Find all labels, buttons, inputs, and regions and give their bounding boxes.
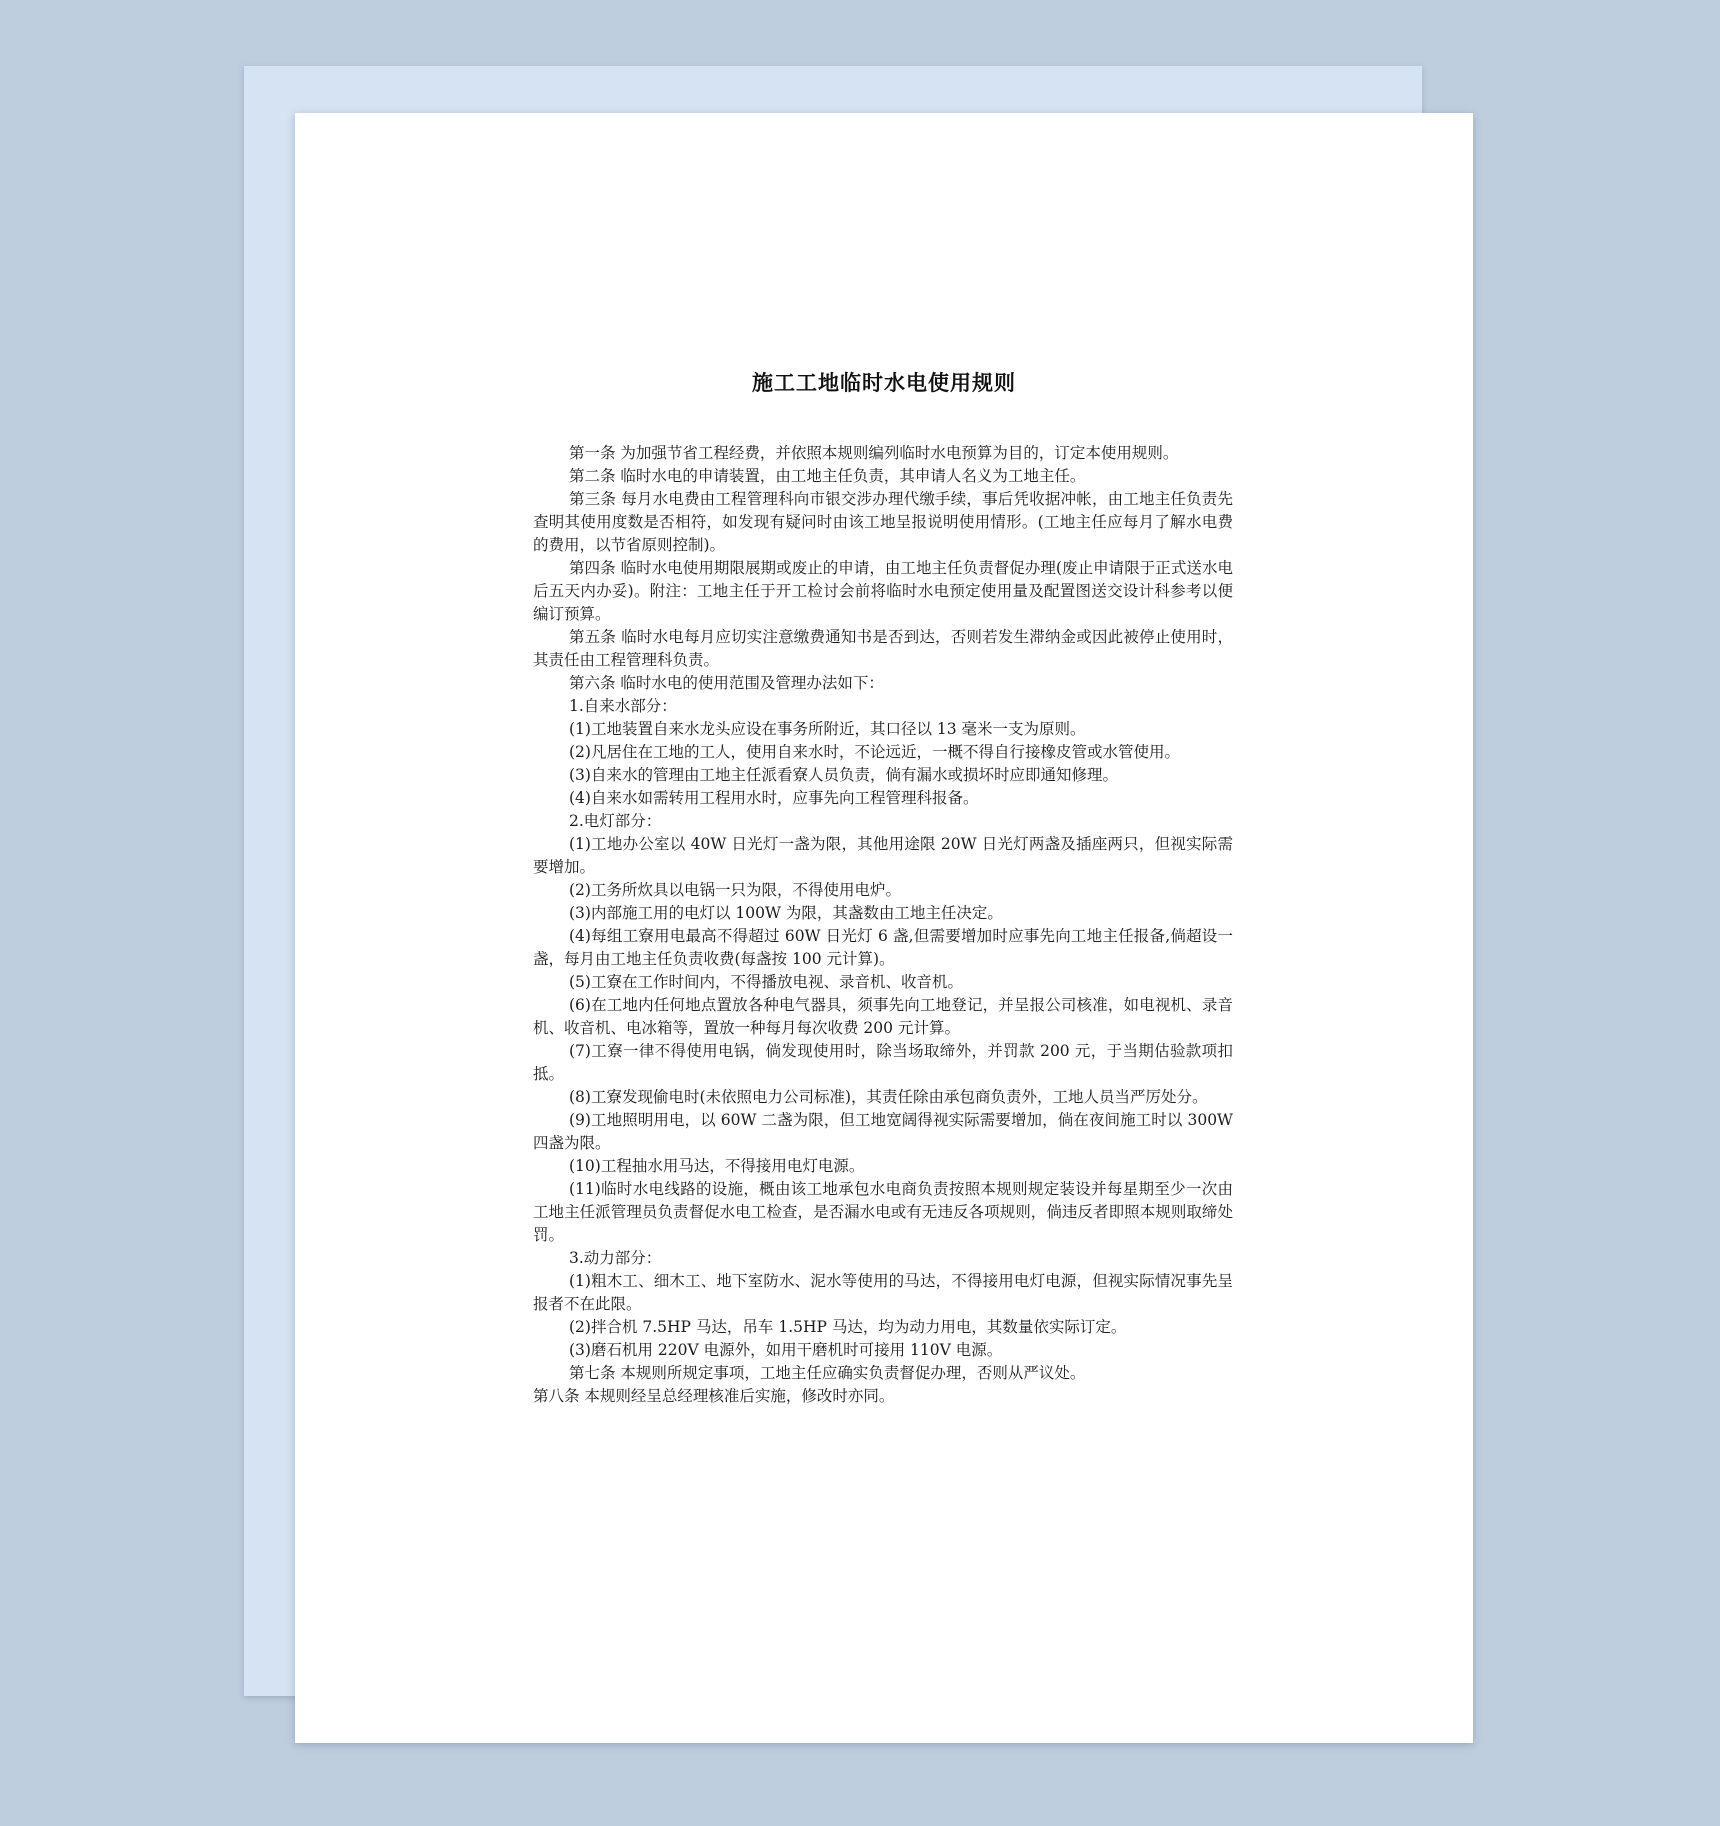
- paragraph-water-1: (1)工地装置自来水龙头应设在事务所附近，其口径以 13 毫米一支为原则。: [569, 720, 1086, 738]
- paragraph-lighting-4: (4)每组工寮用电最高不得超过 60W 日光灯 6 盏,但需要增加时应事先向工地主任报备,倘超设一盏，每月由工地主任负责收费(每盏按 100 元计算)。: [533, 927, 1233, 968]
- document-body: [533, 442, 1233, 1408]
- paragraph-water-2: (2)凡居住在工地的工人，使用自来水时，不论远近，一概不得自行接橡皮管或水管使用。: [569, 743, 1180, 761]
- paragraph-water-4: (4)自来水如需转用工程用水时，应事先向工程管理科报备。: [569, 789, 979, 807]
- paragraph-article-4: 第四条 临时水电使用期限展期或废止的申请，由工地主任负责督促办理(废止申请限于正式送水电后五天内办妥)。附注：工地主任于开工检讨会前将临时水电预定使用量及配置图送交设计科参考以便编订预算。: [533, 559, 1233, 623]
- paragraph-lighting-6: (6)在工地内任何地点置放各种电气器具，须事先向工地登记，并呈报公司核准，如电视机、录音机、收音机、电冰箱等，置放一种每月每次收费 200 元计算。: [533, 996, 1233, 1037]
- paragraph-lighting-5: (5)工寮在工作时间内，不得播放电视、录音机、收音机。: [569, 973, 963, 991]
- paragraph-article-5: 第五条 临时水电每月应切实注意缴费通知书是否到达，否则若发生滞纳金或因此被停止使用时，其责任由工程管理科负责。: [533, 628, 1233, 669]
- paragraph-power-3: (3)磨石机用 220V 电源外，如用干磨机时可接用 110V 电源。: [569, 1341, 1003, 1359]
- paragraph-article-7: 第七条 本规则所规定事项，工地主任应确实负责督促办理，否则从严议处。: [569, 1364, 1086, 1382]
- document-title: 施工工地临时水电使用规则: [752, 370, 1016, 395]
- paragraph-section-water: 1.自来水部分：: [569, 697, 677, 715]
- document-page: [295, 113, 1473, 1743]
- paragraph-lighting-1: (1)工地办公室以 40W 日光灯一盏为限，其他用途限 20W 日光灯两盏及插座两只，但视实际需要增加。: [533, 835, 1233, 876]
- paragraph-lighting-7: (7)工寮一律不得使用电锅，倘发现使用时，除当场取缔外，并罚款 200 元，于当期估验款项扣抵。: [533, 1042, 1233, 1083]
- paragraph-lighting-9: (9)工地照明用电，以 60W 二盏为限，但工地宽阔得视实际需要增加，倘在夜间施工时以 300W 四盏为限。: [533, 1111, 1233, 1152]
- paragraph-article-3: 第三条 每月水电费由工程管理科向市银交涉办理代缴手续，事后凭收据冲帐，由工地主任负责先查明其使用度数是否相符，如发现有疑问时由该工地呈报说明使用情形。(工地主任应每月了解水电费的费用，以节省原则控制)。: [533, 490, 1233, 554]
- paragraph-power-2: (2)拌合机 7.5HP 马达，吊车 1.5HP 马达，均为动力用电，其数量依实际订定。: [569, 1318, 1127, 1336]
- paragraph-section-lighting: 2.电灯部分：: [569, 812, 662, 830]
- paragraph-article-1: 第一条 为加强节省工程经费，并依照本规则编列临时水电预算为目的，订定本使用规则。: [569, 444, 1179, 462]
- paragraph-article-8: 第八条 本规则经呈总经理核准后实施，修改时亦同。: [533, 1387, 895, 1405]
- paragraph-section-power: 3.动力部分：: [569, 1249, 662, 1267]
- paragraph-article-6: 第六条 临时水电的使用范围及管理办法如下：: [569, 674, 884, 692]
- paragraph-power-1: (1)粗木工、细木工、地下室防水、泥水等使用的马达，不得接用电灯电源，但视实际情况事先呈报者不在此限。: [533, 1272, 1233, 1313]
- paragraph-lighting-8: (8)工寮发现偷电时(未依照电力公司标准)，其责任除由承包商负责外，工地人员当严厉处分。: [569, 1088, 1208, 1106]
- paragraph-lighting-11: (11)临时水电线路的设施，概由该工地承包水电商负责按照本规则规定装设并每星期至少一次由工地主任派管理员负责督促水电工检查，是否漏水电或有无违反各项规则，倘违反者即照本规则取缔处罚。: [533, 1180, 1233, 1244]
- paragraph-lighting-2: (2)工务所炊具以电锅一只为限，不得使用电炉。: [569, 881, 901, 899]
- paragraph-water-3: (3)自来水的管理由工地主任派看寮人员负责，倘有漏水或损坏时应即通知修理。: [569, 766, 1118, 784]
- paragraph-article-2: 第二条 临时水电的申请装置，由工地主任负责，其申请人名义为工地主任。: [569, 467, 1086, 485]
- paragraph-lighting-10: (10)工程抽水用马达，不得接用电灯电源。: [569, 1157, 865, 1175]
- paragraph-lighting-3: (3)内部施工用的电灯以 100W 为限，其盏数由工地主任决定。: [569, 904, 1003, 922]
